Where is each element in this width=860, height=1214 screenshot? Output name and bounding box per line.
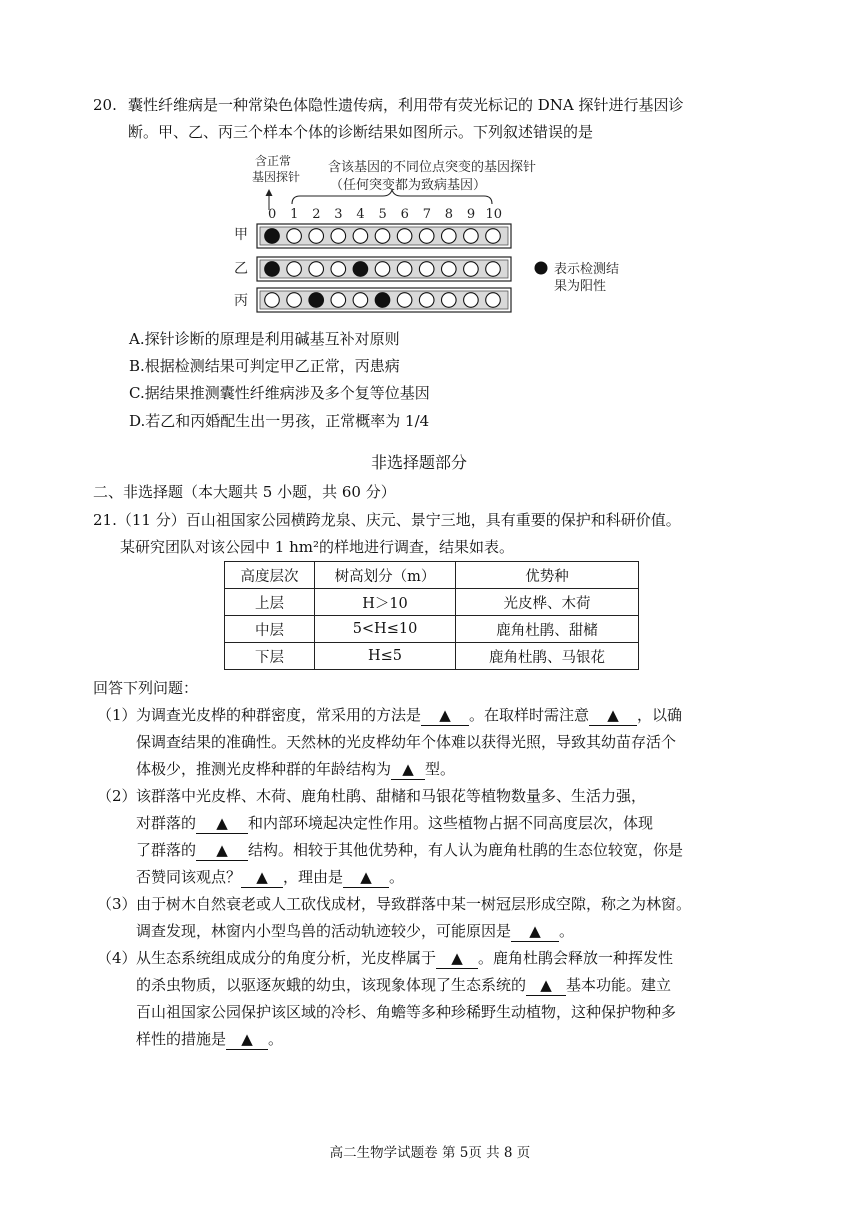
answer-blank[interactable]: ▲ <box>343 867 389 888</box>
position-number: 4 <box>356 207 365 222</box>
legend-label: 果为阳性 <box>554 279 607 294</box>
probe-dot-positive <box>375 293 390 308</box>
table-header: 高度层次 <box>225 562 315 589</box>
part-line: 了群落的 ▲ 结构。相较于其他优势种，有人认为鹿角杜鹃的生态位较宽，你是 <box>136 841 684 859</box>
question-text-line: 断。甲、乙、丙三个样本个体的诊断结果如图所示。下列叙述错误的是 <box>128 123 594 141</box>
part-line: 的杀虫物质，以驱逐灰蛾的幼虫，该现象体现了生态系统的 ▲ 基本功能。建立 <box>136 976 672 994</box>
table-header: 优势种 <box>456 562 639 589</box>
probe-dot-negative <box>464 262 479 277</box>
option-c: C.据结果推测囊性纤维病涉及多个复等位基因 <box>129 384 430 402</box>
table-cell: 5<H≤10 <box>315 616 456 643</box>
probe-dot-negative <box>464 229 479 244</box>
section-heading: 二、非选择题（本大题共 5 小题，共 60 分） <box>93 483 396 501</box>
probe-dot-negative <box>331 293 346 308</box>
probe-dot-negative <box>419 262 434 277</box>
probe-dot-negative <box>309 262 324 277</box>
table-cell: H＞10 <box>315 589 456 616</box>
answer-blank[interactable]: ▲ <box>511 921 559 942</box>
normal-probe-label: 含正常 <box>255 154 292 168</box>
q21-intro: 某研究团队对该公园中 1 hm²的样地进行调查，结果如表。 <box>120 538 514 556</box>
question-number: 20. <box>93 96 117 114</box>
position-number: 1 <box>290 207 299 222</box>
part-line: 样性的措施是 ▲ 。 <box>136 1030 284 1048</box>
row-label-yi: 乙 <box>234 261 248 277</box>
part-line: 由于树木自然衰老或人工砍伐成材，导致群落中某一树冠层形成空隙，称之为林窗。 <box>136 895 692 913</box>
probe-dot-negative <box>442 229 457 244</box>
probe-dot-negative <box>353 293 368 308</box>
answer-blank[interactable]: ▲ <box>241 867 283 888</box>
probe-dot-negative <box>397 229 412 244</box>
position-number: 5 <box>378 207 387 222</box>
table-cell: 上层 <box>225 589 315 616</box>
part-line: 百山祖国家公园保护该区域的冷杉、角蟾等多种珍稀野生动植物，这种保护物种多 <box>136 1003 677 1021</box>
probe-dot-negative <box>397 262 412 277</box>
probe-dot-negative <box>486 293 501 308</box>
answer-blank[interactable]: ▲ <box>589 705 637 726</box>
answer-blank[interactable]: ▲ <box>226 1029 268 1050</box>
answer-prompt: 回答下列问题： <box>93 679 199 697</box>
option-a: A.探针诊断的原理是利用碱基互补对原则 <box>129 330 400 348</box>
q21-intro: 21.（11 分）百山祖国家公园横跨龙泉、庆元、景宁三地，具有重要的保护和科研价值。 <box>93 511 681 529</box>
part-number: （4） <box>97 949 137 967</box>
probe-dot-positive <box>309 293 324 308</box>
probe-dot-negative <box>287 229 302 244</box>
part-line: 保调查结果的准确性。天然林的光皮桦幼年个体难以获得光照，导致其幼苗存活个 <box>136 733 677 751</box>
probe-dot-positive <box>265 262 280 277</box>
position-number: 7 <box>422 207 431 222</box>
probe-dot-negative <box>287 293 302 308</box>
option-b: B.根据检测结果可判定甲乙正常，丙患病 <box>129 357 400 375</box>
probe-dot-negative <box>353 229 368 244</box>
probe-diagram-graphic <box>0 0 860 330</box>
position-number: 9 <box>466 207 476 222</box>
probe-dot-positive <box>353 262 368 277</box>
table-row <box>225 589 639 616</box>
section-title: 非选择题部分 <box>371 453 468 472</box>
survey-table <box>224 561 639 670</box>
answer-blank[interactable]: ▲ <box>391 759 425 780</box>
probe-dot-negative <box>442 262 457 277</box>
part-line: 体极少，推测光皮桦种群的年龄结构为 ▲ 型。 <box>136 760 456 778</box>
probe-dot-negative <box>486 262 501 277</box>
probe-dot-negative <box>464 293 479 308</box>
table-row <box>225 616 639 643</box>
question-text-line: 囊性纤维病是一种常染色体隐性遗传病，利用带有荧光标记的 DNA 探针进行基因诊 <box>128 96 684 114</box>
probe-dot-negative <box>331 262 346 277</box>
legend-label: 表示检测结 <box>554 262 620 277</box>
probe-dot-negative <box>265 293 280 308</box>
probe-dot-negative <box>309 229 324 244</box>
row-label-jia: 甲 <box>234 227 248 243</box>
legend-dot <box>535 262 548 275</box>
normal-probe-label: 基因探针 <box>252 170 301 184</box>
table-row <box>225 643 639 670</box>
part-number: （2） <box>97 787 137 805</box>
page-footer: 高二生物学试题卷 第 5页 共 8 页 <box>329 1145 531 1161</box>
part-line: 为调查光皮桦的种群密度，常采用的方法是 ▲ 。在取样时需注意 ▲ ，以确 <box>136 706 683 724</box>
probe-dot-negative <box>486 229 501 244</box>
probe-dot-negative <box>419 229 434 244</box>
table-cell: 下层 <box>225 643 315 670</box>
position-number: 3 <box>334 207 343 222</box>
option-d: D.若乙和丙婚配生出一男孩，正常概率为 1/4 <box>129 412 430 430</box>
position-number: 2 <box>312 207 321 222</box>
answer-blank[interactable]: ▲ <box>436 948 478 969</box>
probe-dot-negative <box>397 293 412 308</box>
part-number: （1） <box>97 706 137 724</box>
probe-dot-negative <box>375 262 390 277</box>
part-line: 从生态系统组成成分的角度分析，光皮桦属于 ▲ 。鹿角杜鹃会释放一种挥发性 <box>136 949 674 967</box>
part-line: 调查发现，林窗内小型鸟兽的活动轨迹较少，可能原因是 ▲ 。 <box>136 922 575 940</box>
position-number: 6 <box>400 207 409 222</box>
part-line: 该群落中光皮桦、木荷、鹿角杜鹃、甜槠和马银花等植物数量多、生活力强， <box>136 787 647 805</box>
table-cell: 中层 <box>225 616 315 643</box>
part-number: （3） <box>97 895 137 913</box>
row-label-bing: 丙 <box>234 293 248 309</box>
answer-blank[interactable]: ▲ <box>421 705 469 726</box>
position-number: 8 <box>444 207 454 222</box>
part-line: 否赞同该观点？ ▲ ，理由是 ▲ 。 <box>136 868 405 886</box>
position-number: 0 <box>268 207 277 222</box>
position-number: 10 <box>485 207 503 222</box>
probe-dot-negative <box>375 229 390 244</box>
probe-dot-negative <box>442 293 457 308</box>
table-header-row <box>225 562 639 589</box>
probe-dot-negative <box>287 262 302 277</box>
answer-blank[interactable]: ▲ <box>526 975 566 996</box>
table-cell: 光皮桦、木荷 <box>456 589 639 616</box>
table-cell: 鹿角杜鹃、马银花 <box>456 643 639 670</box>
probe-dot-negative <box>419 293 434 308</box>
table-cell: 鹿角杜鹃、甜槠 <box>456 616 639 643</box>
probe-dot-negative <box>331 229 346 244</box>
probe-dot-positive <box>265 229 280 244</box>
answer-blank[interactable]: ▲ <box>196 813 248 834</box>
part-line: 对群落的 ▲ 和内部环境起决定性作用。这些植物占据不同高度层次，体现 <box>136 814 654 832</box>
mutant-probe-label: （任何突变都为致病基因） <box>330 178 487 193</box>
table-header: 树高划分（m） <box>315 562 456 589</box>
answer-blank[interactable]: ▲ <box>196 840 248 861</box>
mutant-probe-label: 含该基因的不同位点突变的基因探针 <box>328 160 537 175</box>
table-cell: H≤5 <box>315 643 456 670</box>
